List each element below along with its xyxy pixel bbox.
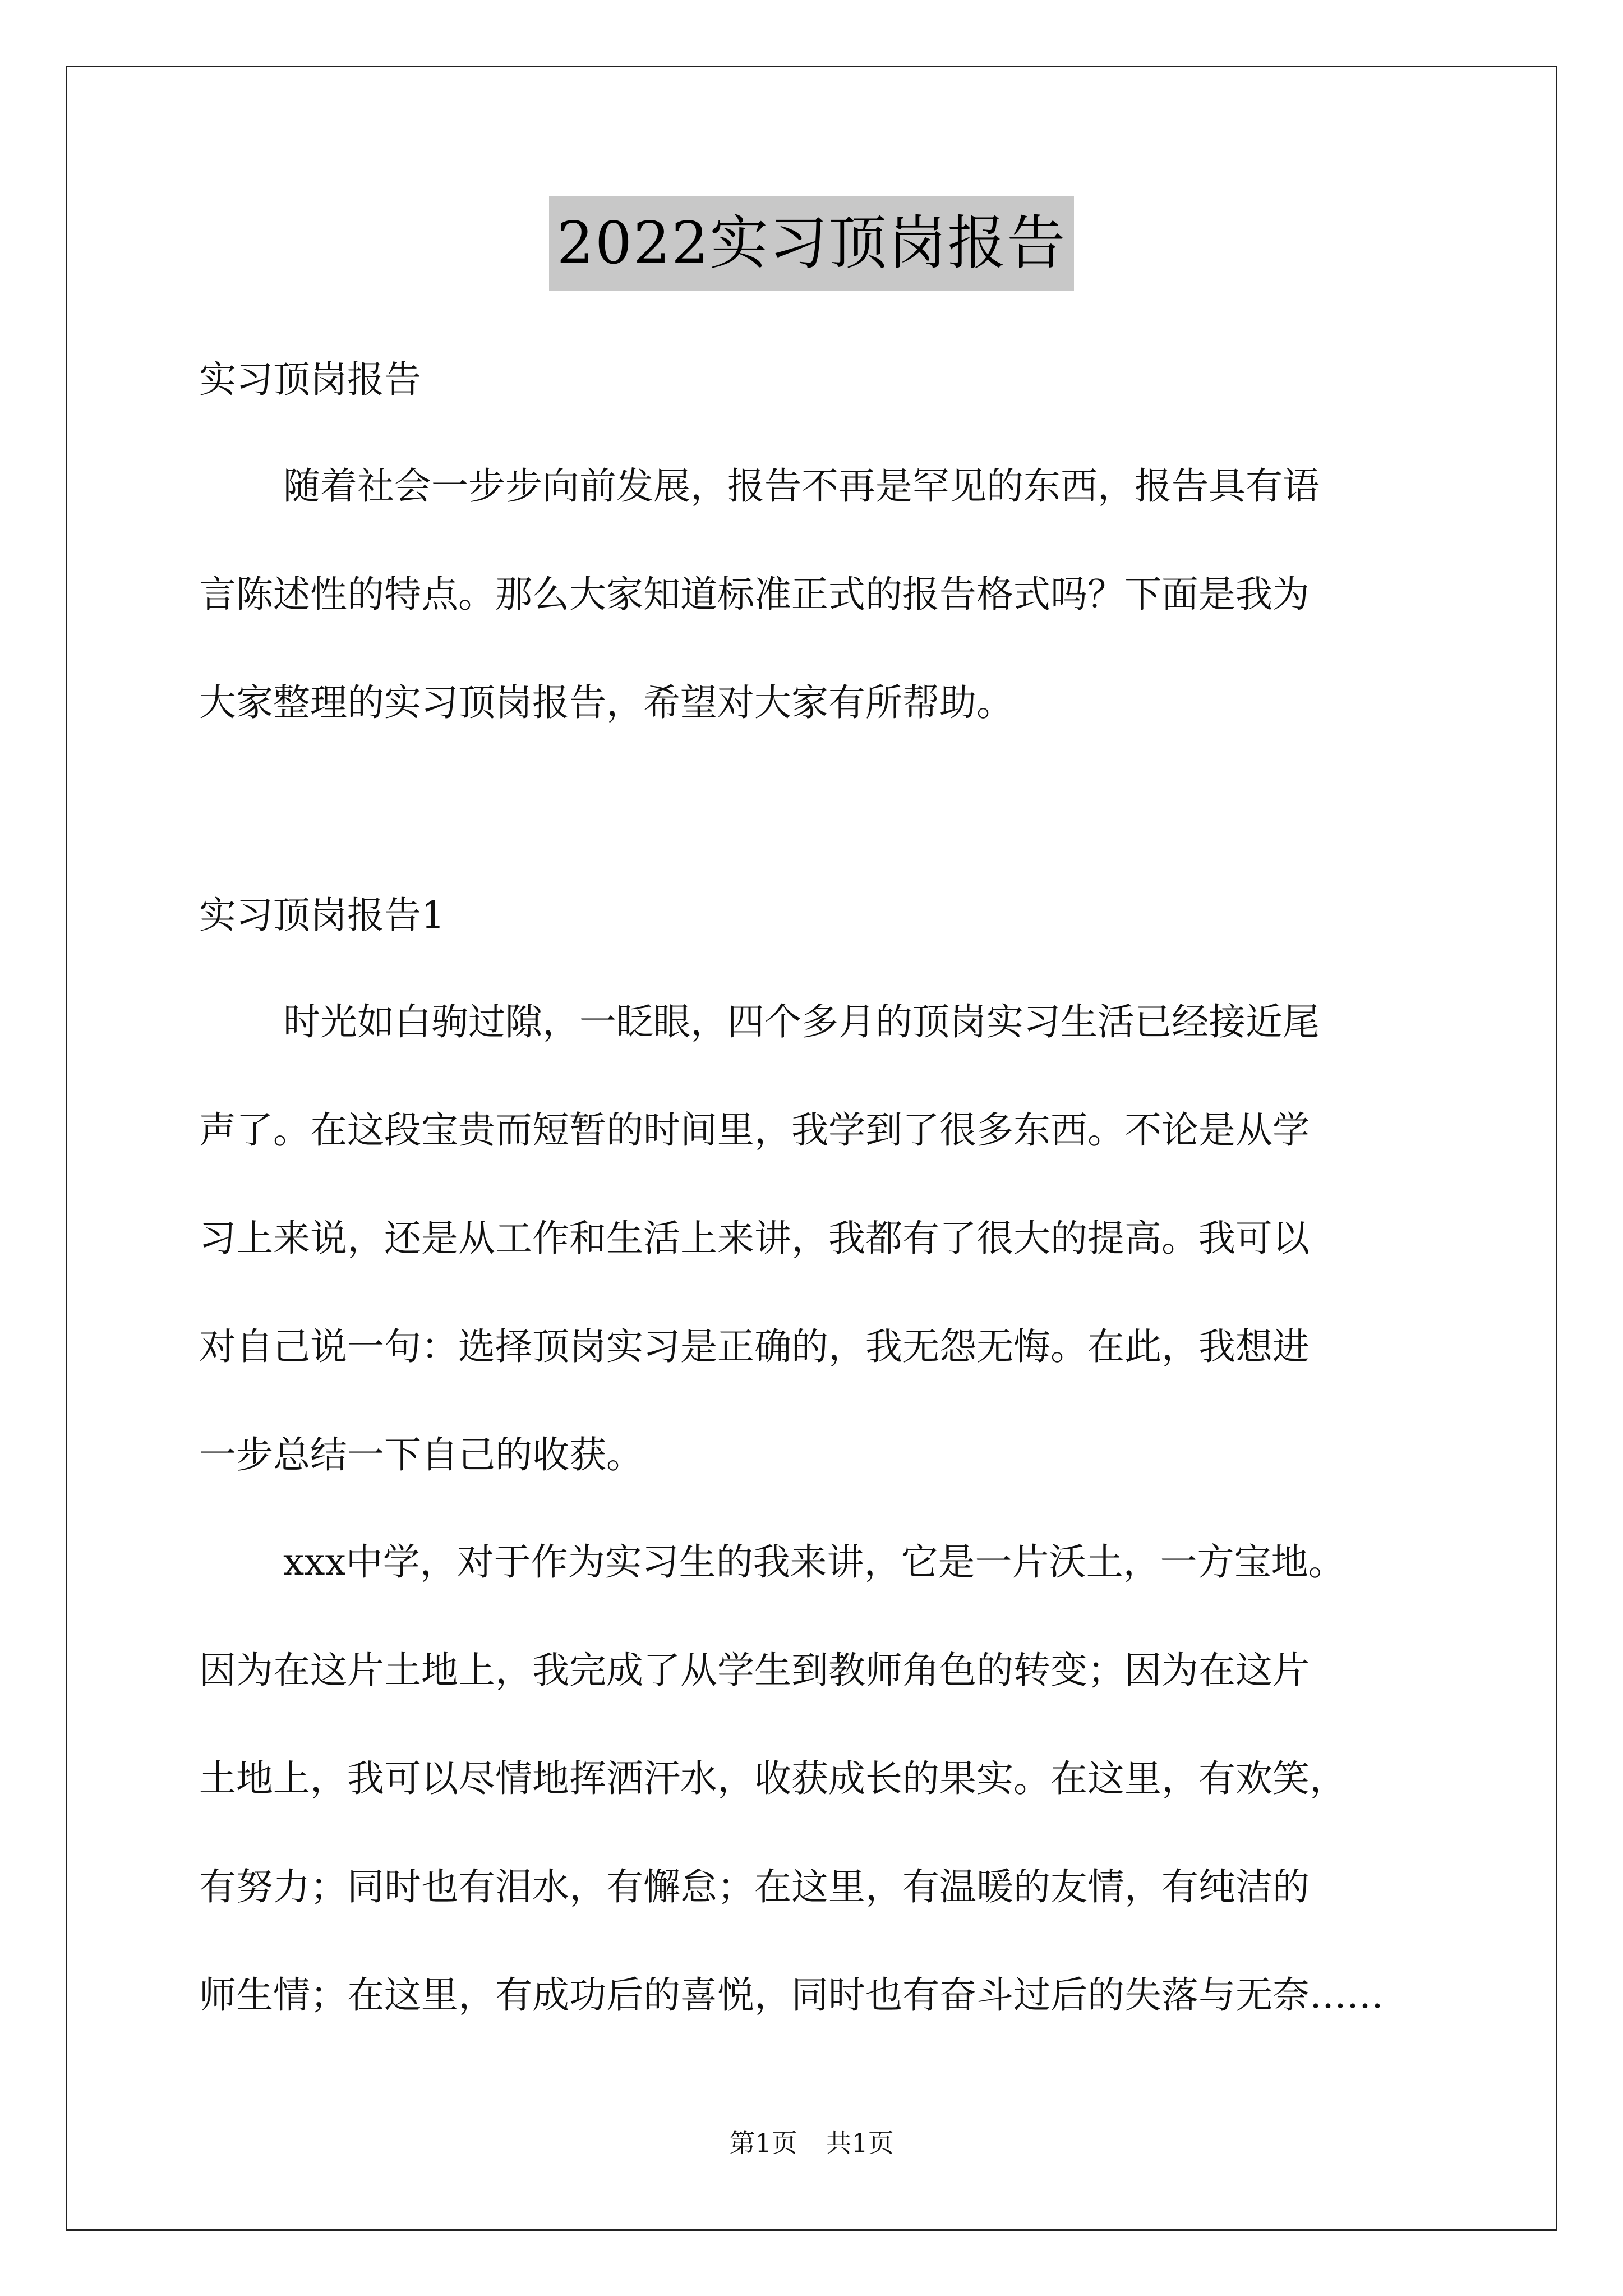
paragraph-line: 习上来说，还是从工作和生活上来讲，我都有了很大的提高。我可以 bbox=[199, 1217, 1310, 1260]
paragraph-line: 对自己说一句：选择顶岗实习是正确的，我无怨无悔。在此，我想进 bbox=[199, 1325, 1310, 1368]
intro-line: 随着社会一步步向前发展，报告不再是罕见的东西，报告具有语 bbox=[283, 464, 1320, 508]
intro-paragraph bbox=[199, 432, 1433, 757]
body-paragraph-2 bbox=[199, 1508, 1433, 2049]
page-number-total: 共1页 bbox=[826, 2128, 894, 2158]
paragraph-line: 师生情；在这里，有成功后的喜悦，同时也有奋斗过后的失落与无奈…… bbox=[199, 1973, 1384, 2017]
intro-line: 大家整理的实习顶岗报告，希望对大家有所帮助。 bbox=[199, 681, 1013, 724]
page-footer bbox=[0, 2126, 1623, 2160]
paragraph-line: 土地上，我可以尽情地挥洒汗水，收获成长的果实。在这里，有欢笑， bbox=[199, 1757, 1347, 1800]
paragraph-line: 时光如白驹过隙，一眨眼，四个多月的顶岗实习生活已经接近尾 bbox=[283, 1000, 1320, 1043]
paragraph-line: 有努力；同时也有泪水，有懈怠；在这里，有温暖的友情，有纯洁的 bbox=[199, 1865, 1310, 1908]
document-title: 2022实习顶岗报告 bbox=[549, 196, 1075, 291]
body-paragraph-1 bbox=[199, 968, 1433, 1509]
section-heading bbox=[199, 861, 1433, 969]
paragraph-line: 一步总结一下自己的收获。 bbox=[199, 1433, 643, 1476]
subtitle-line: 实习顶岗报告 bbox=[199, 358, 421, 401]
title-container bbox=[0, 196, 1623, 291]
intro-line: 言陈述性的特点。那么大家知道标准正式的报告格式吗？下面是我为 bbox=[199, 573, 1310, 616]
page-number-current: 第1页 bbox=[729, 2128, 797, 2158]
document-subtitle bbox=[199, 325, 1433, 434]
paragraph-line: xxx中学，对于作为实习生的我来讲，它是一片沃土，一方宝地。 bbox=[283, 1540, 1345, 1584]
paragraph-line: 声了。在这段宝贵而短暂的时间里，我学到了很多东西。不论是从学 bbox=[199, 1108, 1310, 1152]
paragraph-line: 因为在这片土地上，我完成了从学生到教师角色的转变；因为在这片 bbox=[199, 1649, 1310, 1692]
section-heading-line: 实习顶岗报告1 bbox=[199, 894, 445, 937]
